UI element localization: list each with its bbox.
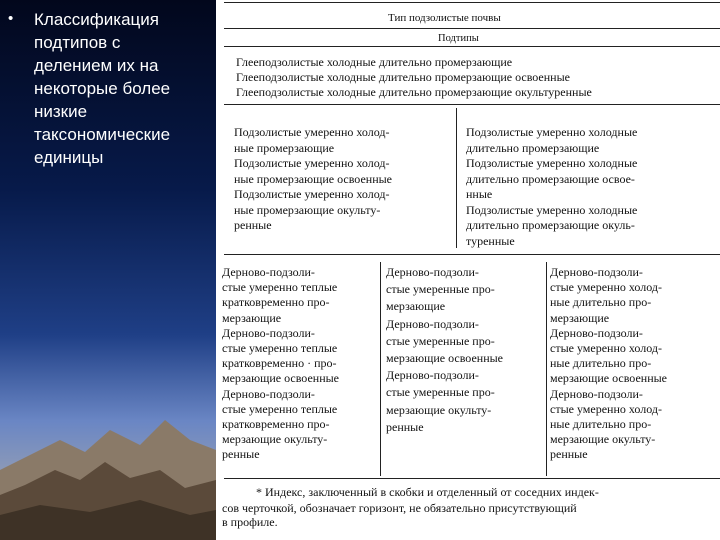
sod-col2-line: стые умеренные про-	[386, 333, 495, 348]
sod-col3-line: стые умеренно холод-	[550, 280, 663, 295]
sod-col1-line: стые умеренно теплые	[222, 341, 338, 355]
bullet-text-line: делением их на	[34, 56, 159, 75]
podzolic-section-rule	[224, 254, 720, 255]
classification-table-scan	[216, 0, 720, 540]
podzolic-right-line: нные	[466, 187, 493, 201]
podzolic-right-line: длительно промерзающие освое-	[466, 171, 635, 186]
sod-col3-line: ные длительно про-	[550, 417, 652, 431]
sod-col1-line: Дерново-подзоли-	[222, 325, 315, 340]
sod-col3-line: ные длительно про-	[550, 356, 652, 371]
footnote-line: * Индекс, заключенный в скобки и отделенный от соседних индек-	[256, 485, 599, 499]
podzolic-left-line: ные промерзающие окульту-	[234, 202, 381, 217]
sod-col3-line: стые умеренно холод-	[550, 401, 663, 416]
bullet-text	[34, 8, 214, 169]
sod-col2-line: Дерново-подзоли-	[386, 265, 479, 279]
bullet-text-line: Классификация	[34, 10, 159, 29]
podzolic-left-line: Подзолистые умеренно холод-	[234, 125, 390, 139]
sod-col2-line: мерзающие окульту-	[386, 402, 492, 417]
sod-col3-line: Дерново-подзоли-	[550, 386, 643, 401]
gley-subtype-line: Глееподзолистые холодные длительно промерзающие	[236, 55, 513, 69]
sod-col1-line: Дерново-подзоли-	[222, 386, 315, 401]
podzolic-right-line: Подзолистые умеренно холодные	[466, 125, 638, 139]
table-top-rule	[224, 2, 720, 3]
sod-col1-line: стые умеренно теплые	[222, 280, 338, 295]
header-subtypes: Подтипы	[438, 33, 479, 44]
sod-column-divider-2	[546, 262, 547, 476]
gley-subtype-line: Глееподзолистые холодные длительно промерзающие освоенные	[236, 70, 570, 84]
sod-col3-line: стые умеренно холод-	[550, 341, 663, 355]
podzolic-left-line: Подзолистые умеренно холод-	[234, 187, 390, 201]
sod-col1-line: мерзающие	[222, 310, 282, 325]
podzolic-right-line: длительно промерзающие	[466, 140, 600, 155]
sod-col1-line: кратковременно · про-	[222, 356, 337, 371]
podzolic-left-line: Подзолистые умеренно холод-	[234, 156, 390, 170]
podzolic-column-divider	[456, 108, 457, 248]
sod-col2-line: мерзающие	[386, 299, 446, 314]
sod-col1-line: Дерново-подзоли-	[222, 265, 315, 279]
bullet-text-line: таксономические	[34, 125, 171, 144]
sod-col1-line: стые умеренно теплые	[222, 401, 338, 416]
footnote-line: сов черточкой, обозначает горизонт, не обязательно присутствующий	[222, 501, 577, 515]
podzolic-right-line: Подзолистые умеренно холодные	[466, 156, 638, 170]
podzolic-right-line: Подзолистые умеренно холодные	[466, 202, 638, 217]
sod-col2-line: стые умеренные про-	[386, 282, 495, 297]
sod-col1-line: кратковременно про-	[222, 295, 330, 310]
sod-col1-line: мерзающие освоенные	[222, 371, 339, 386]
bullet-text-line: подтипов с	[34, 33, 121, 52]
sod-col1-line: кратковременно про-	[222, 417, 330, 431]
podzolic-right-line: туренные	[466, 233, 515, 248]
sod-col2-line: ренные	[386, 419, 424, 434]
gley-section-rule	[224, 104, 720, 105]
sod-col3-line: мерзающие освоенные	[550, 371, 667, 386]
podzolic-left-line: ные промерзающие	[234, 140, 335, 155]
sod-col3-line: Дерново-подзоли-	[550, 265, 643, 279]
header-soil-type: Тип подзолистые почвы	[388, 12, 501, 24]
sod-col3-line: мерзающие	[550, 310, 610, 325]
bullet-dot-icon: •	[8, 10, 14, 27]
sod-col2-line: мерзающие освоенные	[386, 351, 503, 365]
gley-subtype-line: Глееподзолистые холодные длительно промерзающие окультуренные	[236, 85, 592, 99]
subtype-header-rule	[224, 46, 720, 47]
podzolic-left-line: ные промерзающие освоенные	[234, 171, 393, 186]
sod-col2-line: Дерново-подзоли-	[386, 316, 479, 331]
bullet-text-line: единицы	[34, 148, 104, 167]
sod-column-divider-1	[380, 262, 381, 476]
footnote-line: в профиле.	[222, 515, 278, 529]
bullet-text-line: некоторые более	[34, 79, 171, 98]
sod-col2-line: Дерново-подзоли-	[386, 368, 479, 383]
sod-col1-line: ренные	[222, 447, 260, 462]
table-bottom-rule	[224, 478, 720, 479]
header-divider	[224, 28, 720, 29]
sod-col2-line: стые умеренные про-	[386, 385, 495, 400]
sod-col3-line: ные длительно про-	[550, 295, 652, 310]
sod-col3-line: мерзающие окульту-	[550, 432, 656, 447]
sod-col1-line: мерзающие окульту-	[222, 432, 328, 447]
sod-col3-line: Дерново-подзоли-	[550, 325, 643, 340]
bullet-text-line: низкие	[34, 102, 88, 121]
sod-col3-line: ренные	[550, 447, 588, 462]
podzolic-right-line: длительно промерзающие окуль-	[466, 218, 635, 232]
podzolic-left-line: ренные	[234, 218, 272, 232]
